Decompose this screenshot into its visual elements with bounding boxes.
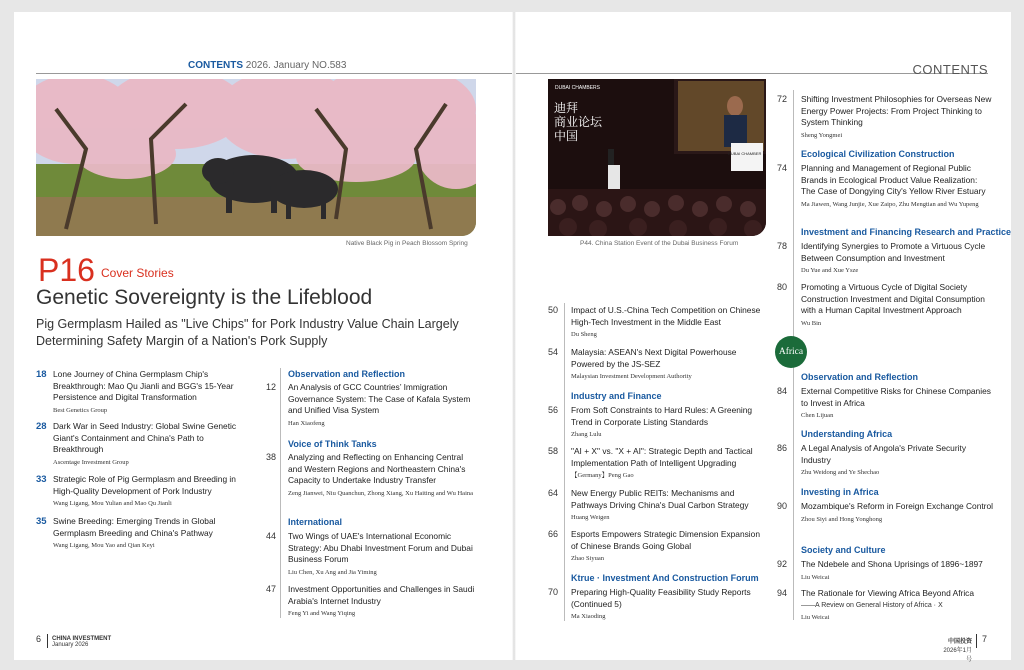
entry-author: Best Genetics Group: [53, 406, 108, 414]
entry-title: External Competitive Risks for Chinese Companies to Invest in Africa: [801, 386, 991, 408]
entry-page-38: 38: [266, 452, 277, 462]
entry-author: Zhou Siyi and Hong Yonghong: [801, 515, 883, 523]
footer-divider-left: [47, 634, 48, 648]
toc-entry[interactable]: [53, 421, 253, 468]
entry-title: New Energy Public REITs: Mechanisms and Pathways Driving China's Dual Carbon Strategy: [571, 488, 749, 510]
entry-page-44: 44: [266, 531, 277, 541]
entry-page-58: 58: [548, 446, 559, 456]
entry-author: 【Germany】Peng Gao: [571, 472, 634, 480]
entry-title: "AI + X" vs. "X + AI": Strategic Depth and Tactical Implementation Path of Intelligent Upgrading: [571, 446, 753, 468]
toc-entry[interactable]: [288, 382, 476, 429]
section-investing-africa: Investing in Africa: [801, 487, 879, 497]
section-ktrue-forum: Ktrue · Investment And Construction Forum: [571, 573, 759, 583]
contents-label: CONTENTS: [188, 60, 243, 71]
entry-author: Sheng Yongmei: [801, 131, 843, 139]
right-issue-date: 2026年1月号: [943, 648, 972, 663]
toc-entry[interactable]: [801, 282, 993, 329]
entry-author: Zhang Lulu: [571, 431, 602, 439]
entry-title: Esports Empowers Strategic Dimension Expansion of Chinese Brands Going Global: [571, 529, 760, 551]
cover-headline: Genetic Sovereignty is the Lifeblood: [36, 286, 373, 309]
entry-page-28: 28: [36, 421, 47, 432]
contents-header: [188, 60, 346, 71]
entry-title: The Ndebele and Shona Uprisings of 1896~1897: [801, 559, 983, 569]
toc-entry[interactable]: [53, 369, 253, 416]
entry-author: Wang Ligang, Mou Yulian and Mao Qu Jianli: [53, 500, 172, 508]
entry-title: From Soft Constraints to Hard Rules: A Greening Trend in Corporate Listing Standards: [571, 405, 753, 427]
left-issue-date: January 2026: [52, 642, 89, 648]
entry-page-72: 72: [777, 94, 788, 104]
section-observation: Observation and Reflection: [288, 369, 406, 379]
entry-page-64: 64: [548, 488, 559, 498]
entry-author: Liu Chen, Xu Ang and Jia Yiming: [288, 568, 377, 576]
toc-entry[interactable]: [571, 405, 763, 441]
left-photo-caption: Native Black Pig in Peach Blossom Spring: [346, 240, 468, 247]
left-page-number: 6: [36, 634, 42, 644]
entry-title: Dark War in Seed Industry: Global Swine Genetic Giant's Containment and China's Path to Breakthrough: [53, 421, 237, 455]
entry-author: Ma Xiaoding: [571, 613, 606, 621]
entry-author: Wang Ligang, Mou Yao and Qian Keyi: [53, 542, 155, 550]
entry-title: Analyzing and Reflecting on Enhancing Central and Western Regions and Northeastern China's Capacity to Undertake Industry Transfer: [288, 452, 466, 486]
screen-logo: DUBAI CHAMBER: [728, 151, 762, 156]
africa-badge: Africa: [775, 336, 807, 368]
entry-page-54: 54: [548, 347, 559, 357]
toc-entry[interactable]: [288, 584, 476, 620]
right-magazine-name: 中国投资: [947, 639, 972, 645]
toc-entry[interactable]: [801, 443, 993, 479]
page-gutter: [512, 12, 516, 660]
entry-page-33: 33: [36, 474, 47, 485]
toc-entry[interactable]: [801, 501, 993, 525]
entry-author: Feng Yi and Wang Yiqing: [288, 610, 356, 618]
entry-title: Malaysia: ASEAN's Next Digital Powerhouse Powered by the JS-SEZ: [571, 347, 737, 369]
entry-title: Investment Opportunities and Challenges in Saudi Arabia's Internet Industry: [288, 584, 475, 606]
toc-entry[interactable]: [53, 516, 253, 552]
entry-author: Du Yue and Xue Ysze: [801, 267, 859, 275]
entry-page-50: 50: [548, 305, 559, 315]
entry-author: Malaysian Investment Development Authority: [571, 373, 692, 381]
entry-page-47: 47: [266, 584, 277, 594]
section-industry-finance: Industry and Finance: [571, 391, 662, 401]
toc-entry[interactable]: [571, 305, 763, 341]
entry-page-84: 84: [777, 386, 788, 396]
toc-entry[interactable]: [801, 559, 993, 583]
issue-date: 2026. January: [245, 60, 310, 71]
entry-page-35: 35: [36, 516, 47, 527]
entry-page-92: 92: [777, 559, 788, 569]
entry-page-86: 86: [777, 443, 788, 453]
footer-divider-right: [976, 634, 977, 648]
entry-author: Zeng Jianwei, Niu Quanchun, Zhong Xiang, Xu Haiting and Wu Haina: [288, 489, 474, 497]
toc-entry[interactable]: [571, 446, 763, 482]
entry-page-66: 66: [548, 529, 559, 539]
entry-page-94: 94: [777, 588, 788, 598]
entry-author: Chen Lijuan: [801, 412, 834, 420]
pig-orchard-photo: [36, 79, 476, 236]
entry-title: Impact of U.S.-China Tech Competition on Chinese High-Tech Investment in the Middle East: [571, 305, 761, 327]
section-africa-observation: Observation and Reflection: [801, 372, 919, 382]
entry-page-80: 80: [777, 282, 788, 292]
toc-entry[interactable]: [571, 347, 763, 383]
entry-page-70: 70: [548, 587, 559, 597]
entry-author: Zhu Weidong and Ye Shechao: [801, 469, 880, 477]
right-footer: [940, 636, 972, 663]
entry-title: Two Wings of UAE's International Economic Strategy: Abu Dhabi Investment Forum and Dubai Business Forum: [288, 531, 473, 565]
toc-entry[interactable]: [801, 163, 993, 210]
entry-author: Liu Weicai: [801, 614, 830, 622]
entry-author: Zhao Siyuan: [571, 555, 605, 563]
entry-title: Mozambique's Reform in Foreign Exchange Control: [801, 501, 993, 511]
entry-page-78: 78: [777, 241, 788, 251]
toc-entry[interactable]: [801, 588, 993, 624]
entry-page-90: 90: [777, 501, 788, 511]
cover-stories-label: Cover Stories: [101, 266, 174, 280]
section-understanding-africa: Understanding Africa: [801, 429, 893, 439]
right-page-number: 7: [982, 634, 988, 644]
toc-entry[interactable]: [53, 474, 253, 510]
entry-title: Strategic Role of Pig Germplasm and Breeding in High-Quality Development of Pork Industry: [53, 474, 236, 496]
entry-title: Identifying Synergies to Promote a Virtuous Cycle Between Consumption and Investment: [801, 241, 986, 263]
toc-entry[interactable]: [801, 386, 993, 422]
entry-page-74: 74: [777, 163, 788, 173]
issue-number: NO.583: [311, 60, 347, 71]
cover-page-number: P16: [38, 252, 95, 288]
entry-author: Han Xiaofeng: [288, 419, 325, 427]
column-divider: [280, 368, 281, 618]
section-investment-financing: Investment and Financing Research and Practice: [801, 227, 1012, 237]
entry-title: Shifting Investment Philosophies for Overseas New Energy Power Projects: From Project Thinking to System Thinking: [801, 94, 992, 128]
entry-title: An Analysis of GCC Countries’ Immigration Governance System: The Case of Kafala System and Unified Visa System: [288, 382, 471, 416]
section-think-tanks: Voice of Think Tanks: [288, 439, 377, 449]
toc-entry[interactable]: [288, 452, 476, 499]
cover-subheadline: Pig Germplasm Hailed as "Live Chips" for Pork Industry Value Chain Largely Determining Safety Margin of a Nation's Pork Supply: [36, 317, 459, 348]
entry-author: Ascentage Investment Group: [53, 458, 129, 466]
section-international: International: [288, 517, 343, 527]
entry-title: Preparing High-Quality Feasibility Study Reports (Continued 5): [571, 587, 751, 609]
entry-author: Ma Jiawen, Wang Junjie, Xue Zaipo, Zhu Mengtian and Wu Yupeng: [801, 200, 979, 208]
entry-page-56: 56: [548, 405, 559, 415]
toc-entry[interactable]: [571, 529, 763, 565]
entry-title: A Legal Analysis of Angola's Private Security Industry: [801, 443, 967, 465]
toc-entry[interactable]: [571, 488, 763, 524]
right-contents-title: CONTENTS: [912, 62, 988, 77]
left-footer: [52, 636, 111, 648]
column-divider: [564, 303, 565, 621]
entry-title: Swine Breeding: Emerging Trends in Global Germplasm Breeding and China's Pathway: [53, 516, 216, 538]
entry-page-18: 18: [36, 369, 47, 380]
dubai-forum-photo: [548, 79, 766, 236]
entry-title: Lone Journey of China Germplasm Chip's Breakthrough: Mao Qu Jianli and BGG's 15-Year Persistence and Digital Transformation: [53, 369, 234, 403]
entry-page-12: 12: [266, 382, 277, 392]
dubai-banner-en: DUBAI CHAMBERS: [555, 85, 601, 91]
entry-title: Promoting a Virtuous Cycle of Digital Society Construction Investment and Digital Consumption with a Human Capital Investment Approach: [801, 282, 985, 316]
toc-entry[interactable]: [571, 587, 763, 623]
toc-entry[interactable]: [801, 241, 993, 277]
dubai-banner-cn: 迪拜 商业论坛 中国: [554, 101, 603, 143]
header-rule-left: [36, 73, 512, 74]
entry-subtitle: ——A Review on General History of Africa · Ⅹ: [801, 601, 943, 609]
entry-author: Wu Bin: [801, 319, 822, 327]
section-society-culture: Society and Culture: [801, 545, 886, 555]
toc-entry[interactable]: [801, 94, 993, 141]
entry-title: The Rationale for Viewing Africa Beyond Africa: [801, 588, 975, 598]
section-ecological: Ecological Civilization Construction: [801, 149, 955, 159]
entry-title: Planning and Management of Regional Public Brands in Ecological Product Value Realization: The Case of Dongying City's Yellow River Estuary: [801, 163, 986, 197]
entry-author: Du Sheng: [571, 331, 597, 339]
entry-author: Huang Weigen: [571, 514, 610, 522]
left-magazine-name: CHINA INVESTMENT: [52, 636, 112, 642]
right-photo-caption: P44. China Station Event of the Dubai Business Forum: [580, 240, 739, 247]
entry-author: Liu Weicai: [801, 573, 830, 581]
toc-entry[interactable]: [288, 531, 476, 578]
